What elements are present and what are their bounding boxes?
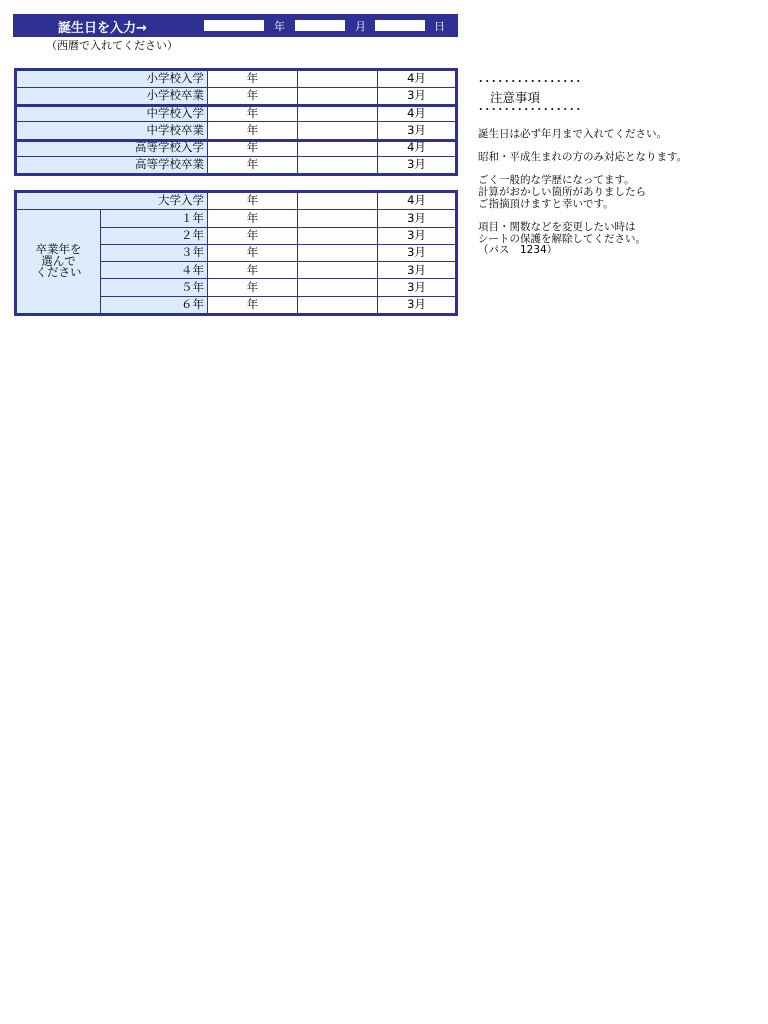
month-cell: 4月 xyxy=(378,71,455,87)
note-line: 昭和・平成生まれの方のみ対応となります。 xyxy=(478,151,688,163)
row-label: 中学校入学 xyxy=(17,105,207,121)
blank-cell xyxy=(298,122,377,138)
month-cell: 3月 xyxy=(378,279,455,295)
blank-cell xyxy=(298,140,377,156)
note-line: 誕生日は必ず年月まで入れてください。 xyxy=(478,128,667,140)
month-unit-label: 月 xyxy=(355,20,366,33)
notes-title: 注意事項 xyxy=(490,90,541,105)
notes-dots-top: ････････････････ xyxy=(478,75,582,88)
note-line: 計算がおかしい箇所がありましたら xyxy=(478,186,646,198)
row-label: ３年 xyxy=(101,245,207,261)
month-cell: 3月 xyxy=(378,228,455,244)
month-cell: 3月 xyxy=(378,262,455,278)
month-cell: 4月 xyxy=(378,140,455,156)
blank-cell xyxy=(298,245,377,261)
row-label: １年 xyxy=(101,210,207,226)
year-cell: 年 xyxy=(208,210,297,226)
side-label-line: 選んで xyxy=(41,253,76,268)
year-cell: 年 xyxy=(208,228,297,244)
year-cell: 年 xyxy=(208,279,297,295)
row-label: ６年 xyxy=(101,297,207,313)
graduation-year-select[interactable] xyxy=(17,210,100,313)
month-cell: 3月 xyxy=(378,88,455,104)
note-line: ご指摘頂けますと幸いです。 xyxy=(478,198,614,210)
birthday-title: 誕生日を入力→ xyxy=(58,21,147,36)
birth-day-input[interactable] xyxy=(375,20,425,31)
note-line: シートの保護を解除してください。 xyxy=(478,233,646,245)
blank-cell xyxy=(298,71,377,87)
month-cell: 4月 xyxy=(378,193,455,209)
year-cell: 年 xyxy=(208,297,297,313)
notes-dots-bottom: ････････････････ xyxy=(478,103,582,116)
birth-month-input[interactable] xyxy=(295,20,345,31)
row-label: 小学校入学 xyxy=(17,71,207,87)
university-table xyxy=(14,190,458,316)
blank-cell xyxy=(298,105,377,121)
month-cell: 3月 xyxy=(378,297,455,313)
side-label-line: ください xyxy=(35,265,82,280)
blank-cell xyxy=(298,157,377,173)
row-label: ５年 xyxy=(101,279,207,295)
year-cell: 年 xyxy=(208,193,297,209)
month-cell: 3月 xyxy=(378,245,455,261)
year-cell: 年 xyxy=(208,105,297,121)
blank-cell xyxy=(298,210,377,226)
year-cell: 年 xyxy=(208,140,297,156)
school-table xyxy=(14,68,458,176)
blank-cell xyxy=(298,262,377,278)
year-unit-label: 年 xyxy=(274,20,285,33)
side-label-line: 卒業年を xyxy=(35,242,82,257)
row-label: 高等学校入学 xyxy=(17,140,207,156)
row-label: 高等学校卒業 xyxy=(17,157,207,173)
row-label: ２年 xyxy=(101,228,207,244)
birthday-input-bar xyxy=(13,14,458,37)
day-unit-label: 日 xyxy=(434,20,445,33)
year-cell: 年 xyxy=(208,262,297,278)
row-label: 小学校卒業 xyxy=(17,88,207,104)
year-cell: 年 xyxy=(208,122,297,138)
birth-year-input[interactable] xyxy=(204,20,264,31)
year-cell: 年 xyxy=(208,71,297,87)
row-label: 中学校卒業 xyxy=(17,122,207,138)
month-cell: 4月 xyxy=(378,105,455,121)
row-label: ４年 xyxy=(101,262,207,278)
row-label: 大学入学 xyxy=(17,193,207,209)
blank-cell xyxy=(298,228,377,244)
year-cell: 年 xyxy=(208,88,297,104)
blank-cell xyxy=(298,193,377,209)
note-line: （パス 1234） xyxy=(478,244,558,256)
month-cell: 3月 xyxy=(378,122,455,138)
month-cell: 3月 xyxy=(378,157,455,173)
western-calendar-note: （西暦で入れてください） xyxy=(46,39,178,52)
blank-cell xyxy=(298,88,377,104)
month-cell: 3月 xyxy=(378,210,455,226)
note-line: ごく一般的な学歴になってます。 xyxy=(478,174,635,186)
blank-cell xyxy=(298,279,377,295)
blank-cell xyxy=(298,297,377,313)
year-cell: 年 xyxy=(208,245,297,261)
note-line: 項目・関数などを変更したい時は xyxy=(478,221,636,233)
year-cell: 年 xyxy=(208,157,297,173)
